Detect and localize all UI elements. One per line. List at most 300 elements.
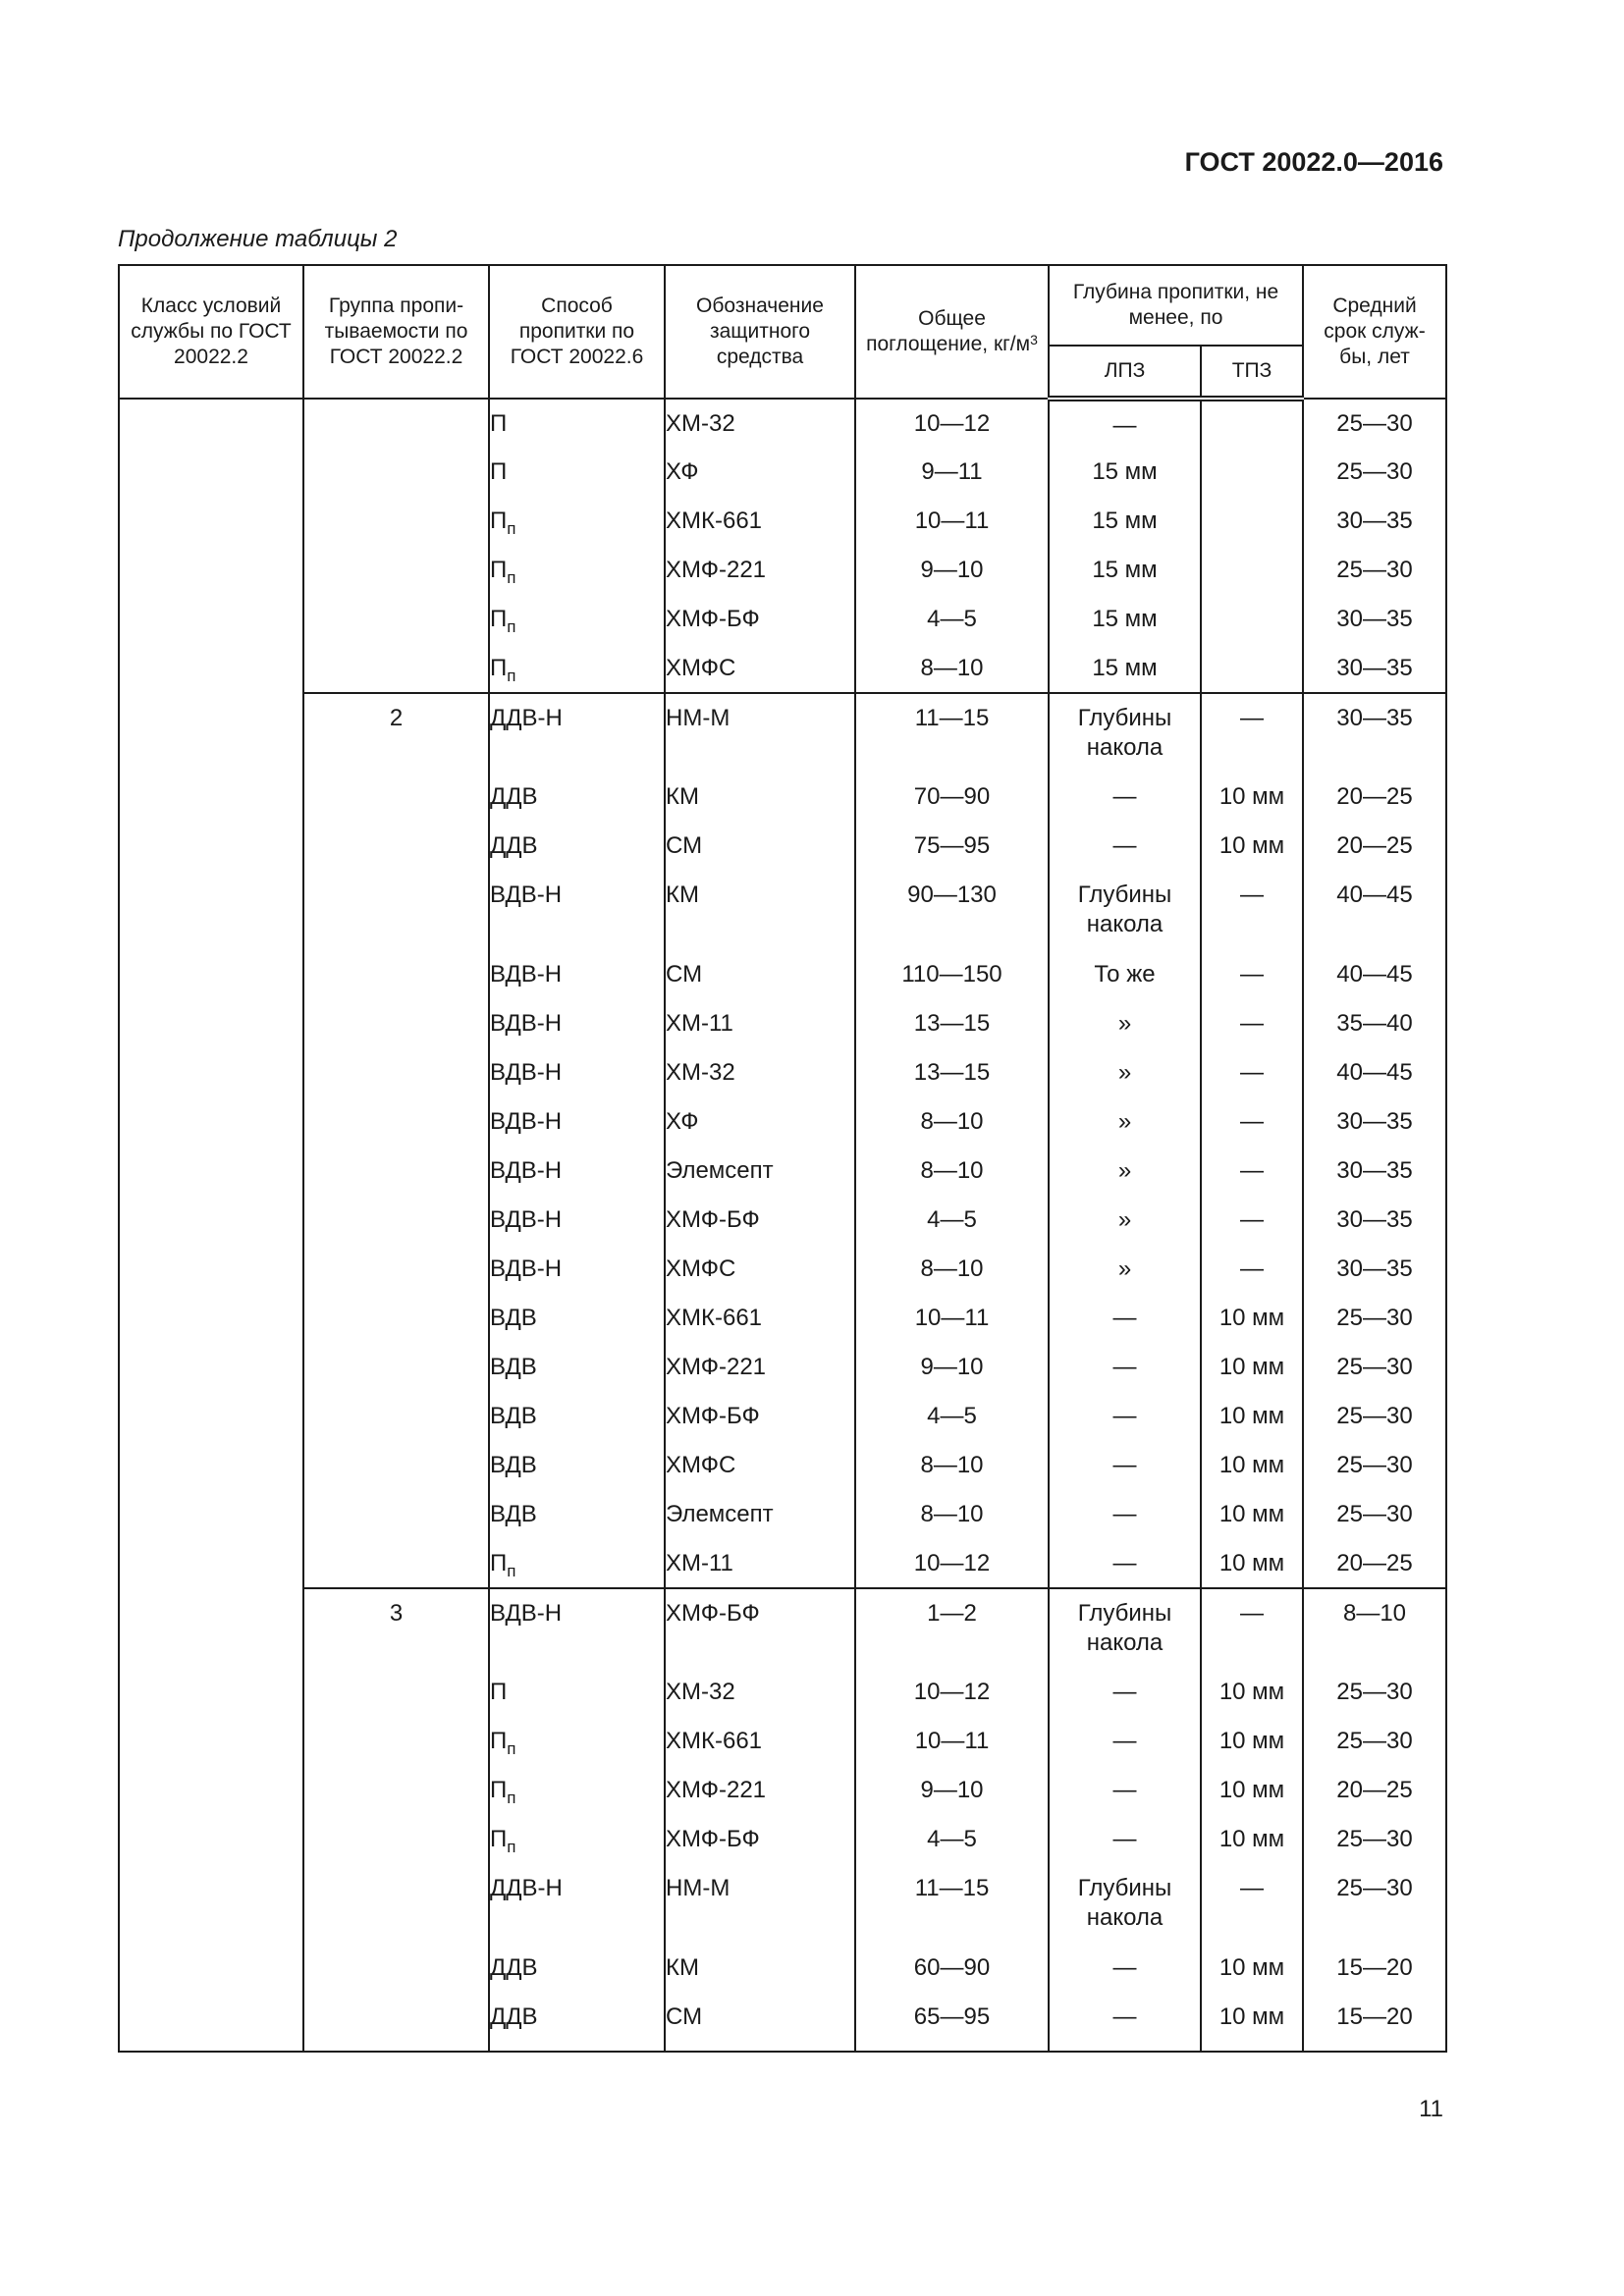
tpz-depth-cell xyxy=(1201,1147,1303,1196)
absorption-cell-text: 4—5 xyxy=(927,1403,977,1429)
group-cell xyxy=(303,1539,489,1588)
lpz-depth-cell xyxy=(1049,1944,1201,1993)
method-cell-text: ВДВ xyxy=(490,1501,537,1527)
service-life-cell-text: 25—30 xyxy=(1336,1403,1413,1429)
group-cell xyxy=(303,950,489,999)
method-cell xyxy=(489,546,665,595)
agent-cell-text: НМ-М xyxy=(666,705,731,731)
table-row xyxy=(119,1717,1446,1766)
agent-cell xyxy=(665,1864,855,1944)
agent-cell xyxy=(665,773,855,822)
service-life-cell xyxy=(1303,1097,1446,1147)
agent-cell xyxy=(665,950,855,999)
agent-cell xyxy=(665,1539,855,1588)
tpz-depth-cell xyxy=(1201,1343,1303,1392)
agent-cell-text: КМ xyxy=(666,881,699,908)
tpz-depth-cell-text: — xyxy=(1240,1206,1264,1233)
table-row xyxy=(119,644,1446,693)
lpz-depth-cell xyxy=(1049,1766,1201,1815)
table-row xyxy=(119,1392,1446,1441)
tpz-depth-cell xyxy=(1201,1993,1303,2052)
agent-cell-text: ХФ xyxy=(666,1108,699,1135)
service-life-cell xyxy=(1303,1147,1446,1196)
absorption-cell-text: 10—11 xyxy=(914,1305,990,1331)
method-cell xyxy=(489,497,665,546)
table-row xyxy=(119,1441,1446,1490)
method-cell-text: ДДВ xyxy=(490,1954,538,1981)
tpz-depth-cell-text: 10 мм xyxy=(1218,1777,1285,1803)
document-code: ГОСТ 20022.0—2016 xyxy=(1184,147,1443,177)
tpz-depth-cell-text: — xyxy=(1240,705,1264,731)
absorption-cell xyxy=(855,1944,1049,1993)
method-cell-text: П xyxy=(490,655,508,681)
tpz-depth-cell xyxy=(1201,1490,1303,1539)
table-row xyxy=(119,1588,1446,1668)
lpz-depth-cell xyxy=(1049,1441,1201,1490)
lpz-depth-cell-text: То же xyxy=(1094,961,1156,988)
service-life-cell-text: 25—30 xyxy=(1336,1679,1413,1705)
agent-cell-text: ХМФ-БФ xyxy=(666,1826,760,1852)
tpz-depth-cell-text: 10 мм xyxy=(1218,1679,1285,1705)
method-cell xyxy=(489,1539,665,1588)
method-subscript: п xyxy=(507,1838,516,1856)
lpz-depth-cell-text: — xyxy=(1112,1550,1137,1576)
service-life-cell xyxy=(1303,1588,1446,1668)
absorption-cell xyxy=(855,1993,1049,2052)
method-subscript: п xyxy=(507,568,516,587)
service-life-cell-text: 30—35 xyxy=(1336,1108,1413,1135)
agent-cell-text: Элемсепт xyxy=(666,1501,774,1527)
lpz-depth-cell xyxy=(1049,1864,1201,1944)
absorption-cell-text: 65—95 xyxy=(913,2003,991,2030)
method-cell-text: ДДВ xyxy=(490,783,538,810)
method-cell xyxy=(489,871,665,950)
service-life-cell xyxy=(1303,448,1446,497)
service-life-cell-text: 25—30 xyxy=(1336,1452,1413,1478)
method-cell xyxy=(489,1343,665,1392)
tpz-depth-cell xyxy=(1201,1441,1303,1490)
agent-cell xyxy=(665,693,855,773)
service-life-cell xyxy=(1303,1717,1446,1766)
service-life-cell xyxy=(1303,1294,1446,1343)
agent-cell xyxy=(665,644,855,693)
agent-cell-text: ХМФ-БФ xyxy=(666,1600,760,1627)
table-row xyxy=(119,1766,1446,1815)
tpz-depth-cell xyxy=(1201,1864,1303,1944)
service-life-cell-text: 30—35 xyxy=(1336,1206,1413,1233)
method-cell xyxy=(489,1245,665,1294)
lpz-depth-cell xyxy=(1049,546,1201,595)
method-cell xyxy=(489,1441,665,1490)
group-cell xyxy=(303,1944,489,1993)
group-cell xyxy=(303,1717,489,1766)
group-cell xyxy=(303,773,489,822)
method-cell xyxy=(489,644,665,693)
table-row xyxy=(119,1668,1446,1717)
agent-cell-text: ХМФС xyxy=(666,1255,736,1282)
method-cell-text: ДДВ xyxy=(490,2003,538,2030)
service-life-cell-text: 40—45 xyxy=(1336,881,1413,908)
tpz-depth-cell-text: — xyxy=(1240,1875,1264,1901)
method-cell xyxy=(489,999,665,1048)
lpz-depth-cell xyxy=(1049,1343,1201,1392)
method-cell xyxy=(489,1196,665,1245)
agent-cell-text: ХМФ-БФ xyxy=(666,1403,760,1429)
tpz-depth-cell xyxy=(1201,1944,1303,1993)
lpz-depth-cell-text: 15 мм xyxy=(1092,655,1158,681)
absorption-cell xyxy=(855,1392,1049,1441)
absorption-cell-text: 10—11 xyxy=(914,507,990,534)
agent-cell-text: ХМФ-221 xyxy=(666,1777,767,1803)
method-cell-text: ВДВ-Н xyxy=(490,1206,563,1233)
group-cell xyxy=(303,1196,489,1245)
lpz-depth-cell-text: — xyxy=(1112,1501,1137,1527)
method-cell-text: ВДВ xyxy=(490,1354,537,1380)
header-agent: Обозначение защитного средства xyxy=(665,265,855,399)
tpz-depth-cell xyxy=(1201,1294,1303,1343)
absorption-cell xyxy=(855,399,1049,448)
agent-cell xyxy=(665,1147,855,1196)
lpz-depth-cell xyxy=(1049,950,1201,999)
method-cell-text: ВДВ xyxy=(490,1452,537,1478)
agent-cell-text: ХМФ-221 xyxy=(666,1354,767,1380)
service-life-cell-text: 25—30 xyxy=(1336,1501,1413,1527)
service-life-cell xyxy=(1303,773,1446,822)
tpz-depth-cell-text: 10 мм xyxy=(1218,1305,1285,1331)
tpz-depth-cell xyxy=(1201,1245,1303,1294)
table-row xyxy=(119,1097,1446,1147)
tpz-depth-cell xyxy=(1201,1766,1303,1815)
lpz-depth-cell-text: 15 мм xyxy=(1092,507,1158,534)
lpz-depth-cell-text: — xyxy=(1112,1305,1137,1331)
lpz-depth-cell-text: — xyxy=(1112,1679,1137,1705)
service-life-cell-text: 25—30 xyxy=(1336,1728,1413,1754)
table-row xyxy=(119,693,1446,773)
lpz-depth-cell-text: — xyxy=(1112,1452,1137,1478)
lpz-depth-cell xyxy=(1049,1048,1201,1097)
tpz-depth-cell xyxy=(1201,1588,1303,1668)
lpz-depth-cell-text: Глубины накола xyxy=(1077,881,1172,937)
tpz-depth-cell-text: — xyxy=(1240,1157,1264,1184)
lpz-depth-cell xyxy=(1049,1196,1201,1245)
method-cell-text: ВДВ-Н xyxy=(490,881,563,908)
method-subscript: п xyxy=(507,1739,516,1758)
table-row xyxy=(119,1048,1446,1097)
service-life-cell xyxy=(1303,1766,1446,1815)
agent-cell-text: СМ xyxy=(666,961,703,988)
absorption-cell xyxy=(855,1147,1049,1196)
agent-cell xyxy=(665,399,855,448)
service-life-cell xyxy=(1303,1441,1446,1490)
absorption-cell xyxy=(855,1490,1049,1539)
lpz-depth-cell xyxy=(1049,1815,1201,1864)
method-cell-text: П xyxy=(490,458,508,485)
lpz-depth-cell-text: 15 мм xyxy=(1092,557,1158,583)
tpz-depth-cell-text: — xyxy=(1240,1108,1264,1135)
group-cell xyxy=(303,1441,489,1490)
table-row xyxy=(119,1864,1446,1944)
table-row xyxy=(119,1815,1446,1864)
tpz-depth-cell xyxy=(1201,448,1303,497)
method-cell-text: П xyxy=(490,1728,508,1754)
table-row xyxy=(119,773,1446,822)
absorption-cell xyxy=(855,1294,1049,1343)
absorption-cell xyxy=(855,871,1049,950)
lpz-depth-cell-text: Глубины накола xyxy=(1077,705,1172,761)
service-life-cell xyxy=(1303,1343,1446,1392)
agent-cell xyxy=(665,1588,855,1668)
agent-cell xyxy=(665,1815,855,1864)
service-life-cell-text: 25—30 xyxy=(1336,1354,1413,1380)
group-cell xyxy=(303,1668,489,1717)
method-cell xyxy=(489,1944,665,1993)
impregnation-table xyxy=(118,264,1447,2053)
method-cell xyxy=(489,1588,665,1668)
tpz-depth-cell-text: 10 мм xyxy=(1218,1550,1285,1576)
header-absorption xyxy=(855,265,1049,399)
service-life-cell xyxy=(1303,1668,1446,1717)
service-life-cell-text: 25—30 xyxy=(1336,1826,1413,1852)
group-cell xyxy=(303,1864,489,1944)
lpz-depth-cell-text: Глубины накола xyxy=(1077,1600,1172,1656)
absorption-cell xyxy=(855,644,1049,693)
method-cell-text: П xyxy=(490,1550,508,1576)
method-cell-text: ВДВ-Н xyxy=(490,1255,563,1282)
absorption-cell-text: 8—10 xyxy=(920,1255,984,1282)
absorption-cell xyxy=(855,1196,1049,1245)
service-life-cell-text: 15—20 xyxy=(1336,2003,1413,2030)
agent-cell-text: КМ xyxy=(666,783,699,810)
method-subscript: п xyxy=(507,617,516,636)
table-row xyxy=(119,1343,1446,1392)
service-life-cell-text: 40—45 xyxy=(1336,1059,1413,1086)
tpz-depth-cell-text: — xyxy=(1240,1010,1264,1037)
service-life-cell-text: 25—30 xyxy=(1336,557,1413,583)
table-body xyxy=(119,399,1446,2052)
method-cell-text: ДДВ-Н xyxy=(490,705,563,731)
method-cell xyxy=(489,1993,665,2052)
agent-cell xyxy=(665,871,855,950)
tpz-depth-cell xyxy=(1201,1668,1303,1717)
group-cell xyxy=(303,595,489,644)
agent-cell xyxy=(665,1097,855,1147)
method-cell-text: ВДВ-Н xyxy=(490,1059,563,1086)
method-cell-text: ВДВ-Н xyxy=(490,961,563,988)
table-header xyxy=(119,265,1446,399)
group-cell xyxy=(303,1392,489,1441)
method-cell-text: ДДВ xyxy=(490,832,538,859)
absorption-cell xyxy=(855,773,1049,822)
absorption-cell xyxy=(855,497,1049,546)
service-life-cell xyxy=(1303,1539,1446,1588)
tpz-depth-cell xyxy=(1201,1392,1303,1441)
method-subscript: п xyxy=(507,1789,516,1807)
group-cell xyxy=(303,1815,489,1864)
lpz-depth-cell-text: 15 мм xyxy=(1092,458,1158,485)
agent-cell-text: НМ-М xyxy=(666,1875,731,1901)
table-row xyxy=(119,950,1446,999)
tpz-depth-cell-text: — xyxy=(1240,1255,1264,1282)
lpz-depth-cell xyxy=(1049,1245,1201,1294)
service-life-cell xyxy=(1303,497,1446,546)
absorption-cell-text: 8—10 xyxy=(920,1501,984,1527)
lpz-depth-cell xyxy=(1049,822,1201,871)
method-subscript: п xyxy=(507,519,516,538)
agent-cell-text: ХМ-11 xyxy=(666,1550,733,1576)
absorption-cell-text: 70—90 xyxy=(913,783,991,810)
service-life-cell-text: 25—30 xyxy=(1336,458,1413,485)
agent-cell xyxy=(665,1490,855,1539)
method-cell-text: П xyxy=(490,507,508,534)
tpz-depth-cell-text: 10 мм xyxy=(1218,783,1285,810)
agent-cell-text: ХМ-11 xyxy=(666,1010,733,1037)
lpz-depth-cell-text: » xyxy=(1117,1255,1132,1282)
lpz-depth-cell-text: — xyxy=(1112,832,1137,859)
service-life-cell-text: 8—10 xyxy=(1342,1600,1407,1627)
absorption-cell-text: 10—11 xyxy=(914,1728,990,1754)
service-life-cell-text: 30—35 xyxy=(1336,1255,1413,1282)
tpz-depth-cell xyxy=(1201,822,1303,871)
tpz-depth-cell-text: 10 мм xyxy=(1218,1826,1285,1852)
tpz-depth-cell-text: 10 мм xyxy=(1218,1501,1285,1527)
group-cell xyxy=(303,1993,489,2052)
lpz-depth-cell xyxy=(1049,1588,1201,1668)
method-cell xyxy=(489,1490,665,1539)
agent-cell xyxy=(665,595,855,644)
header-lpz: ЛПЗ xyxy=(1049,346,1201,399)
service-life-cell xyxy=(1303,644,1446,693)
absorption-cell xyxy=(855,448,1049,497)
page-number: 11 xyxy=(1419,2096,1443,2122)
agent-cell xyxy=(665,1196,855,1245)
table-caption: Продолжение таблицы 2 xyxy=(118,226,398,252)
agent-cell-text: Элемсепт xyxy=(666,1157,774,1184)
table-row xyxy=(119,1539,1446,1588)
method-cell xyxy=(489,595,665,644)
method-cell xyxy=(489,1294,665,1343)
service-life-cell xyxy=(1303,1196,1446,1245)
lpz-depth-cell xyxy=(1049,448,1201,497)
lpz-depth-cell xyxy=(1049,1668,1201,1717)
tpz-depth-cell xyxy=(1201,950,1303,999)
group-cell xyxy=(303,644,489,693)
group-cell-text: 2 xyxy=(389,705,404,731)
table-row xyxy=(119,546,1446,595)
absorption-cell-text: 110—150 xyxy=(901,961,1002,988)
agent-cell xyxy=(665,1441,855,1490)
lpz-depth-cell xyxy=(1049,1392,1201,1441)
method-cell-text: П xyxy=(490,410,508,437)
header-depth: Глубина пропитки, не менее, по xyxy=(1049,265,1303,346)
group-cell xyxy=(303,399,489,448)
tpz-depth-cell-text: 10 мм xyxy=(1218,1403,1285,1429)
absorption-cell-text: 9—11 xyxy=(921,458,983,485)
absorption-cell-text: 10—12 xyxy=(913,1679,991,1705)
service-life-cell-text: 25—30 xyxy=(1336,1305,1413,1331)
absorption-cell xyxy=(855,546,1049,595)
header-class-conditions: Класс условий службы по ГОСТ 20022.2 xyxy=(119,265,303,399)
header-tpz: ТПЗ xyxy=(1201,346,1303,399)
lpz-depth-cell-text: — xyxy=(1112,2003,1137,2030)
absorption-cell xyxy=(855,1864,1049,1944)
table-row xyxy=(119,1196,1446,1245)
method-cell-text: ДДВ-Н xyxy=(490,1875,563,1901)
absorption-cell xyxy=(855,1245,1049,1294)
method-cell xyxy=(489,1766,665,1815)
tpz-depth-cell-text: — xyxy=(1240,881,1264,908)
lpz-depth-cell xyxy=(1049,1490,1201,1539)
absorption-cell-text: 90—130 xyxy=(907,881,997,908)
tpz-depth-cell xyxy=(1201,1717,1303,1766)
header-absorption-text: Общее поглощение, кг/м xyxy=(866,307,1031,355)
agent-cell-text: СМ xyxy=(666,2003,703,2030)
table-row xyxy=(119,497,1446,546)
group-cell xyxy=(303,1766,489,1815)
service-life-cell xyxy=(1303,1815,1446,1864)
lpz-depth-cell xyxy=(1049,644,1201,693)
service-life-cell-text: 20—25 xyxy=(1336,783,1413,810)
service-life-cell xyxy=(1303,1993,1446,2052)
service-life-cell-text: 30—35 xyxy=(1336,606,1413,632)
absorption-cell-text: 13—15 xyxy=(913,1059,991,1086)
service-life-cell-text: 30—35 xyxy=(1336,1157,1413,1184)
method-cell xyxy=(489,773,665,822)
tpz-depth-cell xyxy=(1201,1048,1303,1097)
service-life-cell xyxy=(1303,822,1446,871)
group-cell xyxy=(303,693,489,773)
agent-cell-text: КМ xyxy=(666,1954,699,1981)
service-life-cell xyxy=(1303,1048,1446,1097)
service-life-cell xyxy=(1303,1944,1446,1993)
service-life-cell xyxy=(1303,999,1446,1048)
agent-cell xyxy=(665,1944,855,1993)
method-cell xyxy=(489,1864,665,1944)
absorption-cell xyxy=(855,1539,1049,1588)
agent-cell-text: СМ xyxy=(666,832,703,859)
method-cell xyxy=(489,1815,665,1864)
method-cell-text: ВДВ-Н xyxy=(490,1600,563,1627)
method-cell-text: П xyxy=(490,1679,508,1705)
table-row xyxy=(119,1147,1446,1196)
method-cell-text: П xyxy=(490,606,508,632)
method-cell xyxy=(489,1392,665,1441)
group-cell xyxy=(303,546,489,595)
agent-cell-text: ХМК-661 xyxy=(666,1728,763,1754)
group-cell xyxy=(303,1588,489,1668)
service-life-cell xyxy=(1303,1490,1446,1539)
tpz-depth-cell-text: 10 мм xyxy=(1218,2003,1285,2030)
group-cell xyxy=(303,448,489,497)
tpz-depth-cell xyxy=(1201,595,1303,644)
class-conditions-cell xyxy=(119,399,303,2052)
tpz-depth-cell xyxy=(1201,871,1303,950)
lpz-depth-cell xyxy=(1049,1147,1201,1196)
table-row xyxy=(119,399,1446,448)
lpz-depth-cell xyxy=(1049,1717,1201,1766)
method-cell-text: ВДВ xyxy=(490,1305,537,1331)
agent-cell xyxy=(665,1392,855,1441)
absorption-cell xyxy=(855,1766,1049,1815)
tpz-depth-cell xyxy=(1201,497,1303,546)
method-cell xyxy=(489,399,665,448)
method-cell-text: ВДВ-Н xyxy=(490,1108,563,1135)
agent-cell xyxy=(665,822,855,871)
group-cell xyxy=(303,1048,489,1097)
group-cell xyxy=(303,1294,489,1343)
table-row xyxy=(119,1245,1446,1294)
lpz-depth-cell-text: » xyxy=(1117,1010,1132,1037)
table-row xyxy=(119,871,1446,950)
